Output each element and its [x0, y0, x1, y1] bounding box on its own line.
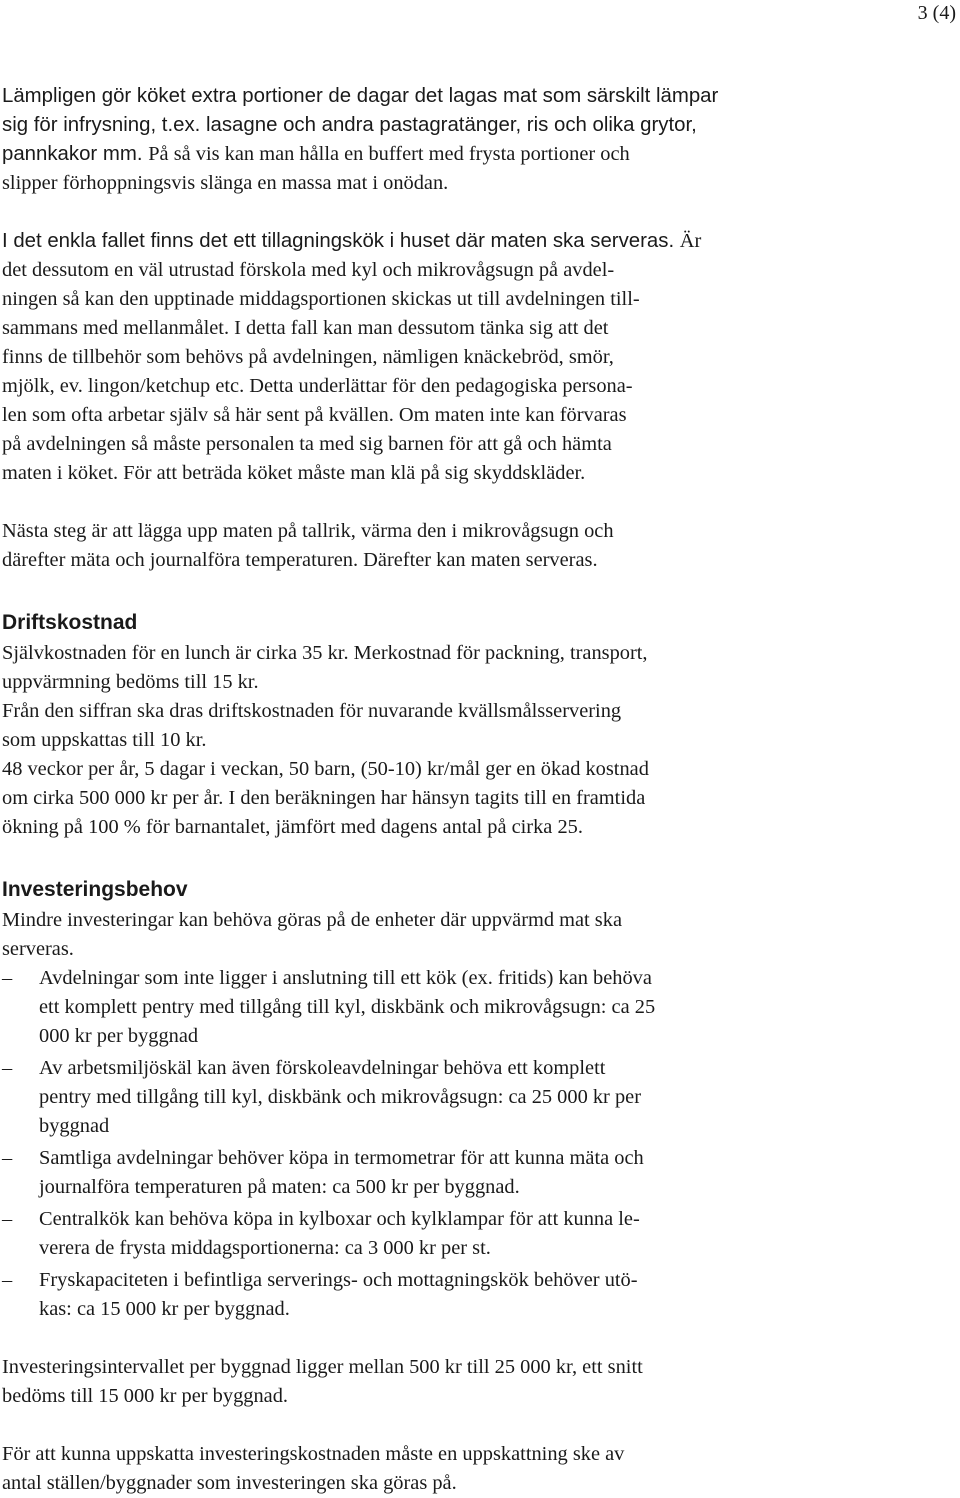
dash-bullet: –: [2, 1147, 13, 1169]
text-line: len som ofta arbetar själv så här sent på kvällen. Om maten inte kan förvaras: [2, 404, 627, 426]
text-line: ningen så kan den upptinade middagsportionen skickas ut till avdelningen till-: [2, 288, 640, 310]
closing-paragraph: [2, 1440, 792, 1498]
list-item: [2, 1144, 792, 1202]
intro-paragraph-3: [2, 517, 792, 575]
text-run: Är: [679, 230, 702, 252]
text-line: Investeringsintervallet per byggnad ligger mellan 500 kr till 25 000 kr, ett snitt: [2, 1356, 643, 1378]
text-line: Avdelningar som inte ligger i anslutning till ett kök (ex. fritids) kan behöva: [39, 967, 652, 989]
text-line: ökning på 100 % för barnantalet, jämfört med dagens antal på cirka 25.: [2, 816, 583, 838]
section-heading-driftskostnad: Driftskostnad: [2, 611, 138, 634]
text-line: antal ställen/byggnader som investeringen ska göras på.: [2, 1472, 457, 1494]
text-line: Fryskapaciteten i befintliga serverings- och mottagningskök behöver utö-: [39, 1269, 638, 1291]
dash-bullet: –: [2, 1057, 13, 1079]
text-line: verera de frysta middagsportionerna: ca 3 000 kr per st.: [39, 1237, 491, 1259]
text-line: För att kunna uppskatta investeringskostnaden måste en uppskattning ske av: [2, 1443, 625, 1465]
text-line: kas: ca 15 000 kr per byggnad.: [39, 1298, 290, 1320]
text-line: slipper förhoppningsvis slänga en massa mat i onödan.: [2, 172, 449, 194]
list-item: [2, 964, 792, 1051]
text-line: på avdelningen så måste personalen ta med sig barnen för att gå och hämta: [2, 433, 612, 455]
dash-bullet: –: [2, 1208, 13, 1230]
text-line: journalföra temperaturen på maten: ca 500 kr per byggnad.: [39, 1176, 520, 1198]
text-line: Lämpligen gör köket extra portioner de dagar det lagas mat som särskilt lämpar: [2, 85, 719, 107]
text-line: pentry med tillgång till kyl, diskbänk och mikrovågsugn: ca 25 000 kr per: [39, 1086, 641, 1108]
text-line: som uppskattas till 10 kr.: [2, 729, 207, 751]
text-line: finns de tillbehör som behövs på avdelningen, nämligen knäckebröd, smör,: [2, 346, 614, 368]
text-line: Från den siffran ska dras driftskostnaden för nuvarande kvällsmålsservering: [2, 700, 622, 722]
text-line: 48 veckor per år, 5 dagar i veckan, 50 barn, (50-10) kr/mål ger en ökad kostnad: [2, 758, 649, 780]
text-run: pannkakor mm.: [2, 143, 149, 165]
investment-list: [2, 964, 792, 1324]
text-line: serveras.: [2, 938, 74, 960]
text-line: Självkostnaden för en lunch är cirka 35 kr. Merkostnad för packning, transport,: [2, 642, 648, 664]
text-run: På så vis kan man hålla en buffert med frysta portioner och: [148, 143, 630, 165]
text-line: sig för infrysning, t.ex. lasagne och andra pastagratänger, ris och olika grytor,: [2, 114, 697, 136]
text-line: Centralkök kan behöva köpa in kylboxar och kylklampar för att kunna le-: [39, 1208, 640, 1230]
text-line: Samtliga avdelningar behöver köpa in termometrar för att kunna mäta och: [39, 1147, 644, 1169]
text-run: I det enkla fallet finns det ett tillagningskök i huset där maten ska serveras.: [2, 230, 680, 252]
section-heading-investeringsbehov: Investeringsbehov: [2, 878, 188, 901]
page-number: 3 (4): [917, 2, 956, 24]
text-line: sammans med mellanmålet. I detta fall kan man dessutom tänka sig att det: [2, 317, 609, 339]
investment-summary: [2, 1353, 792, 1411]
list-item: [2, 1054, 792, 1141]
text-line: det dessutom en väl utrustad förskola med kyl och mikrovågsugn på avdel-: [2, 259, 615, 281]
text-line: Mindre investeringar kan behöva göras på de enheter där uppvärmd mat ska: [2, 909, 622, 931]
investeringsbehov-intro: [2, 906, 792, 964]
text-line: därefter mäta och journalföra temperaturen. Därefter kan maten serveras.: [2, 549, 598, 571]
text-line: ett komplett pentry med tillgång till kyl, diskbänk och mikrovågsugn: ca 25: [39, 996, 656, 1018]
list-item: [2, 1205, 792, 1263]
list-item: [2, 1266, 792, 1324]
text-line: Nästa steg är att lägga upp maten på tallrik, värma den i mikrovågsugn och: [2, 520, 614, 542]
text-line: [2, 140, 792, 169]
text-line: byggnad: [39, 1115, 110, 1137]
text-line: uppvärmning bedöms till 15 kr.: [2, 671, 259, 693]
text-line: Av arbetsmiljöskäl kan även förskoleavdelningar behöva ett komplett: [39, 1057, 606, 1079]
text-line: maten i köket. För att beträda köket måste man klä på sig skyddskläder.: [2, 462, 586, 484]
text-line: 000 kr per byggnad: [39, 1025, 199, 1047]
intro-paragraph-2: [2, 227, 792, 488]
driftskostnad-body: [2, 639, 792, 842]
text-line: om cirka 500 000 kr per år. I den beräkningen har hänsyn tagits till en framtida: [2, 787, 646, 809]
page-content: [2, 82, 792, 1498]
dash-bullet: –: [2, 967, 13, 989]
text-line: bedöms till 15 000 kr per byggnad.: [2, 1385, 288, 1407]
intro-paragraph-1: [2, 82, 792, 198]
dash-bullet: –: [2, 1269, 13, 1291]
text-line: [2, 227, 792, 256]
text-line: mjölk, ev. lingon/ketchup etc. Detta underlättar för den pedagogiska persona-: [2, 375, 633, 397]
